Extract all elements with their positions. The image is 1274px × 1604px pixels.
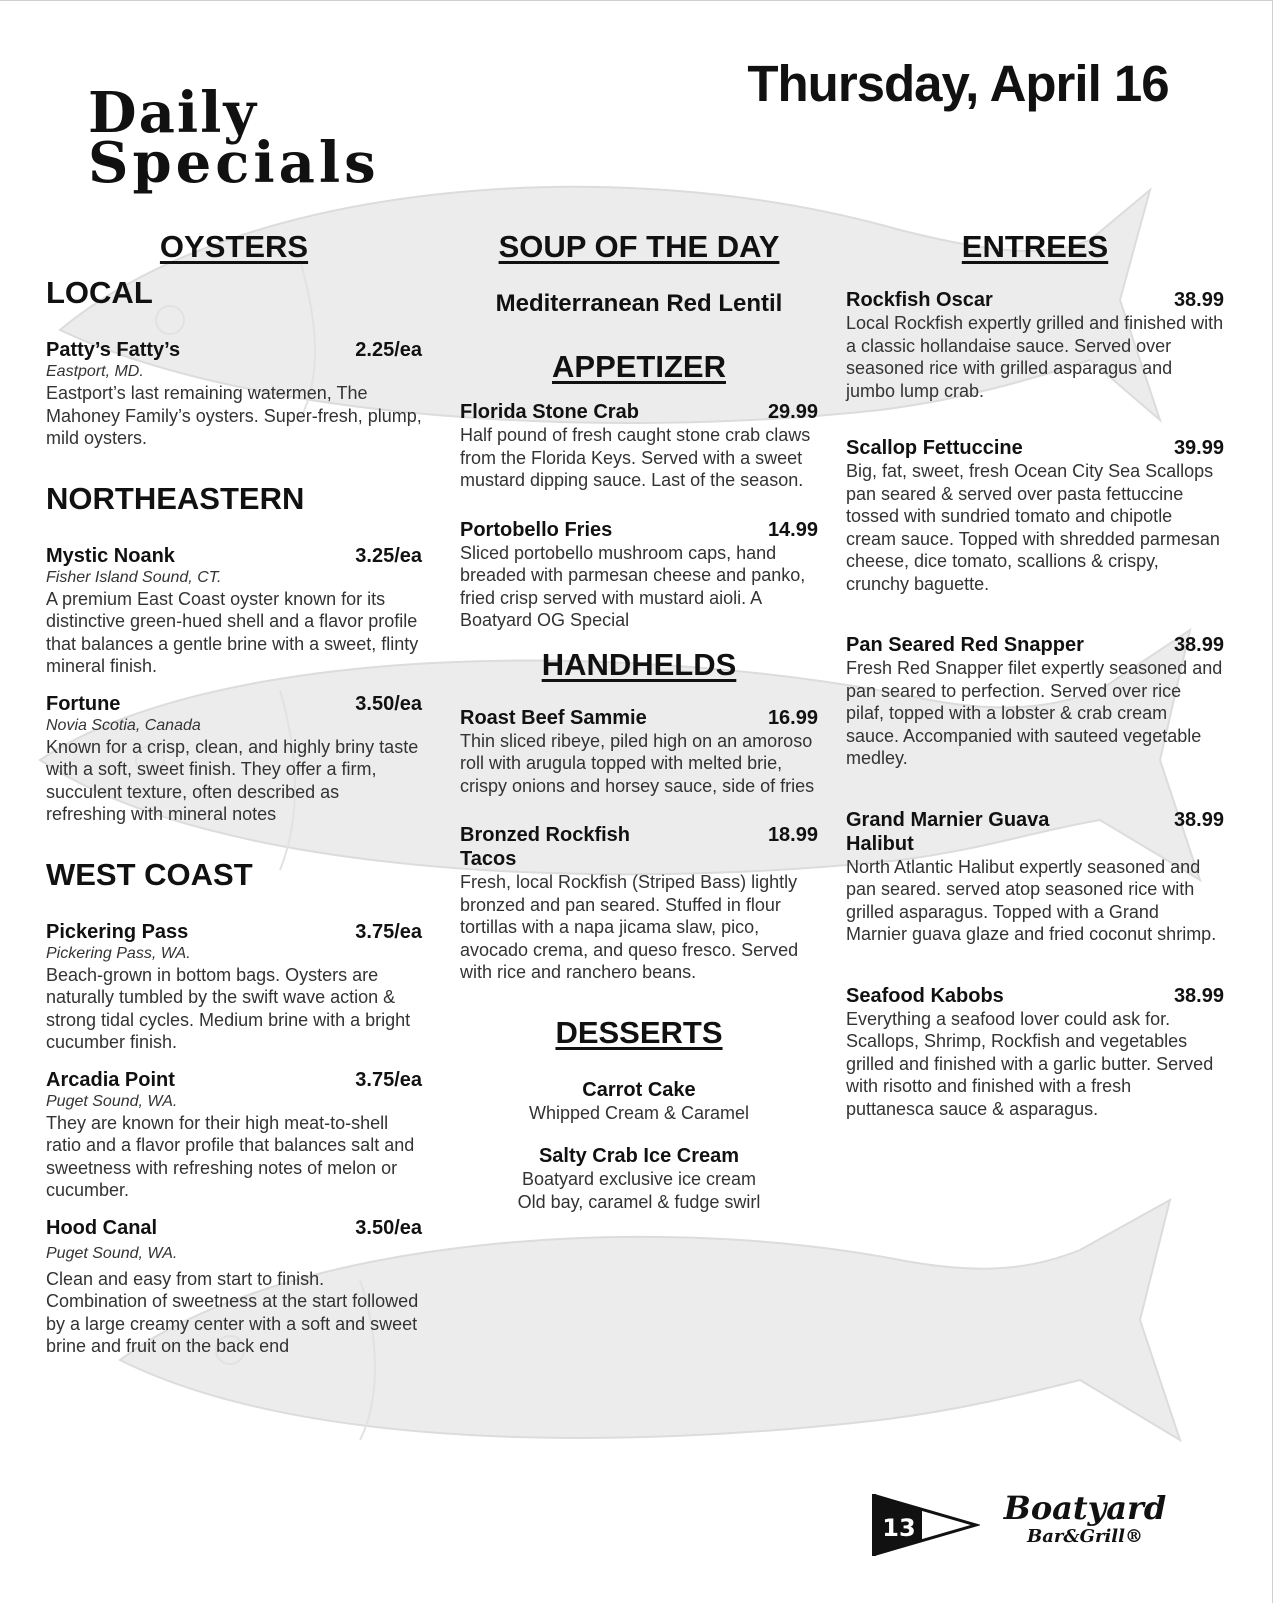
oyster-item <box>46 338 422 450</box>
item-price: 3.50/ea <box>355 1216 422 1239</box>
item-description: Fresh, local Rockfish (Striped Bass) lightly bronzed and pan seared. Stuffed in flour tortillas with a napa jicama slaw, pico, avocado crema, and queso fresco. Served with rice and ranchero beans. <box>460 872 799 982</box>
appetizer-item <box>460 400 818 492</box>
item-name: Grand Marnier Guava Halibut <box>846 808 1050 855</box>
item-name: Seafood Kabobs <box>846 984 1004 1007</box>
desserts-heading: DESSERTS <box>555 1014 723 1050</box>
item-name: Pickering Pass <box>46 920 189 943</box>
oyster-item <box>46 1068 422 1202</box>
entrees-column <box>846 228 1224 1120</box>
dessert-name: Carrot Cake <box>582 1078 696 1101</box>
item-description: Big, fat, sweet, fresh Ocean City Sea Scallops pan seared & served over pasta fettuccine tossed with sundried tomato and chipotle cream sauce. Topped with shredded parmesan cheese, dice tomato, scallions & crispy, crunchy baguette. <box>846 461 1220 594</box>
item-price: 16.99 <box>767 706 818 729</box>
entree-item <box>846 436 1224 595</box>
item-price: 3.50/ea <box>355 692 422 715</box>
page-title <box>88 80 548 196</box>
oysters-heading: OYSTERS <box>159 229 309 264</box>
entree-item <box>846 808 1224 946</box>
item-description: North Atlantic Halibut expertly seasoned and pan seared. served atop seasoned rice with grilled asparagus. Topped with a Grand Marnier guava glaze and fried coconut shrimp. <box>846 856 1217 944</box>
item-price: 38.99 <box>1173 984 1224 1007</box>
item-name: Pan Seared Red Snapper <box>846 634 1084 656</box>
item-name: Portobello Fries <box>460 518 613 541</box>
item-name: Arcadia Point <box>46 1068 175 1091</box>
oyster-item <box>46 692 422 826</box>
oyster-item <box>46 920 422 1054</box>
item-description: Beach-grown in bottom bags. Oysters are naturally tumbled by the swift wave action & strong tidal cycles. Medium brine with a bright cucumber finish. <box>46 964 411 1052</box>
soup-heading: SOUP OF THE DAY <box>498 229 780 264</box>
pennant-flag-icon <box>870 1490 980 1560</box>
item-price: 39.99 <box>1173 437 1224 459</box>
oyster-item <box>46 1216 422 1358</box>
item-origin: Eastport, MD. <box>46 363 144 380</box>
item-price: 3.75/ea <box>355 920 422 943</box>
item-price: 2.25/ea <box>355 339 422 361</box>
item-description: They are known for their high meat-to-shell ratio and a flavor profile that balances salt and sweetness with refreshing notes of melon or cucumber. <box>46 1112 415 1200</box>
item-price: 38.99 <box>1173 808 1224 831</box>
dessert-item <box>460 1144 818 1213</box>
item-name: Patty’s Fatty’s <box>46 339 181 361</box>
oysters-column <box>46 228 422 1358</box>
item-price: 14.99 <box>767 518 818 541</box>
item-description: Half pound of fresh caught stone crab claws from the Florida Keys. Served with a sweet mustard dipping sauce. Last of the season. <box>460 425 811 490</box>
title-line-daily: Daily <box>88 80 258 146</box>
item-origin: Pickering Pass, WA. <box>46 944 191 962</box>
item-name: Florida Stone Crab <box>460 401 639 423</box>
dessert-description: Boatyard exclusive ice cream <box>521 1169 757 1189</box>
region-northeastern-heading: NORTHEASTERN <box>46 480 305 516</box>
dessert-description: Old bay, caramel & fudge swirl <box>517 1191 761 1212</box>
item-description: Fresh Red Snapper filet expertly seasoned and pan seared to perfection. Served over rice pilaf, topped with a lobster & crab cream sauce. Accompanied with sauteed vegetable medley. <box>846 658 1223 768</box>
dessert-item <box>460 1078 818 1125</box>
item-description: Local Rockfish expertly grilled and finished with a classic hollandaise sauce. Served over seasoned rice with grilled asparagus and jumbo lump crab. <box>846 313 1224 401</box>
item-price: 29.99 <box>767 401 818 423</box>
item-name: Mystic Noank <box>46 544 175 567</box>
entrees-heading: ENTREES <box>961 229 1109 264</box>
item-origin: Novia Scotia, Canada <box>46 716 201 734</box>
entree-item <box>846 633 1224 770</box>
handheld-item <box>460 823 818 984</box>
appetizer-heading: APPETIZER <box>552 349 726 384</box>
item-name: Hood Canal <box>46 1216 158 1239</box>
item-name: Scallop Fettuccine <box>846 437 1023 459</box>
logo-wordmark: Boatyard <box>1003 1489 1167 1527</box>
handheld-item <box>460 706 818 798</box>
item-price: 3.75/ea <box>355 1068 422 1091</box>
item-origin: Puget Sound, WA. <box>46 1244 178 1262</box>
entree-item <box>846 984 1224 1121</box>
item-description: Thin sliced ribeye, piled high on an amoroso roll with arugula topped with melted brie, crispy onions and horsey sauce, side of fries <box>460 730 815 796</box>
region-local-heading: LOCAL <box>46 275 153 310</box>
dessert-name: Salty Crab Ice Cream <box>538 1145 740 1167</box>
item-description: Clean and easy from start to finish. Combination of sweetness at the start followed by a large creamy center with a soft and sweet brine and fruit on the back end <box>46 1268 419 1356</box>
item-name: Fortune <box>46 692 121 715</box>
menu-date: Thursday, April 16 <box>747 55 1169 112</box>
item-description: A premium East Coast oyster known for its distinctive green-hued shell and a flavor profile that balances a gentle brine with a sweet, flinty mineral finish. <box>46 588 419 676</box>
item-price: 18.99 <box>767 824 818 846</box>
middle-column <box>460 228 818 1213</box>
item-origin: Puget Sound, WA. <box>46 1092 178 1110</box>
item-price: 3.25/ea <box>355 544 422 567</box>
item-name: Rockfish Oscar <box>846 289 993 311</box>
item-description: Sliced portobello mushroom caps, hand breaded with parmesan cheese and panko, fried crisp served with mustard aioli. A Boatyard OG Special <box>460 542 806 630</box>
item-name: Roast Beef Sammie <box>460 706 647 729</box>
item-price: 38.99 <box>1173 634 1224 656</box>
appetizer-item <box>460 518 818 632</box>
entree-item <box>846 288 1224 402</box>
item-description: Everything a seafood lover could ask for. Scallops, Shrimp, Rockfish and vegetables grilled and finished with a garlic butter. Served with risotto and finished with a fresh puttanesca sauce & asparagus. <box>846 1008 1214 1119</box>
title-line-specials: Specials <box>88 130 380 196</box>
item-name: Bronzed Rockfish Tacos <box>460 824 631 870</box>
oyster-item <box>46 544 422 678</box>
logo-subtitle: Bar&Grill® <box>1027 1526 1143 1547</box>
region-west-coast-heading: WEST COAST <box>46 856 253 892</box>
item-description: Eastport’s last remaining watermen, The Mahoney Family’s oysters. Super-fresh, plump, mild oysters. <box>46 383 422 448</box>
item-description: Known for a crisp, clean, and highly briny taste with a soft, sweet finish. They offer a firm, succulent texture, often described as refreshing with mineral notes <box>46 736 419 824</box>
flag-number: 13 <box>882 1514 916 1542</box>
handhelds-heading: HANDHELDS <box>541 646 737 682</box>
dessert-description: Whipped Cream & Caramel <box>528 1102 750 1123</box>
boatyard-logo <box>870 1490 1200 1560</box>
item-price: 38.99 <box>1173 289 1224 311</box>
item-origin: Fisher Island Sound, CT. <box>46 568 222 586</box>
soup-name: Mediterranean Red Lentil <box>495 290 783 317</box>
